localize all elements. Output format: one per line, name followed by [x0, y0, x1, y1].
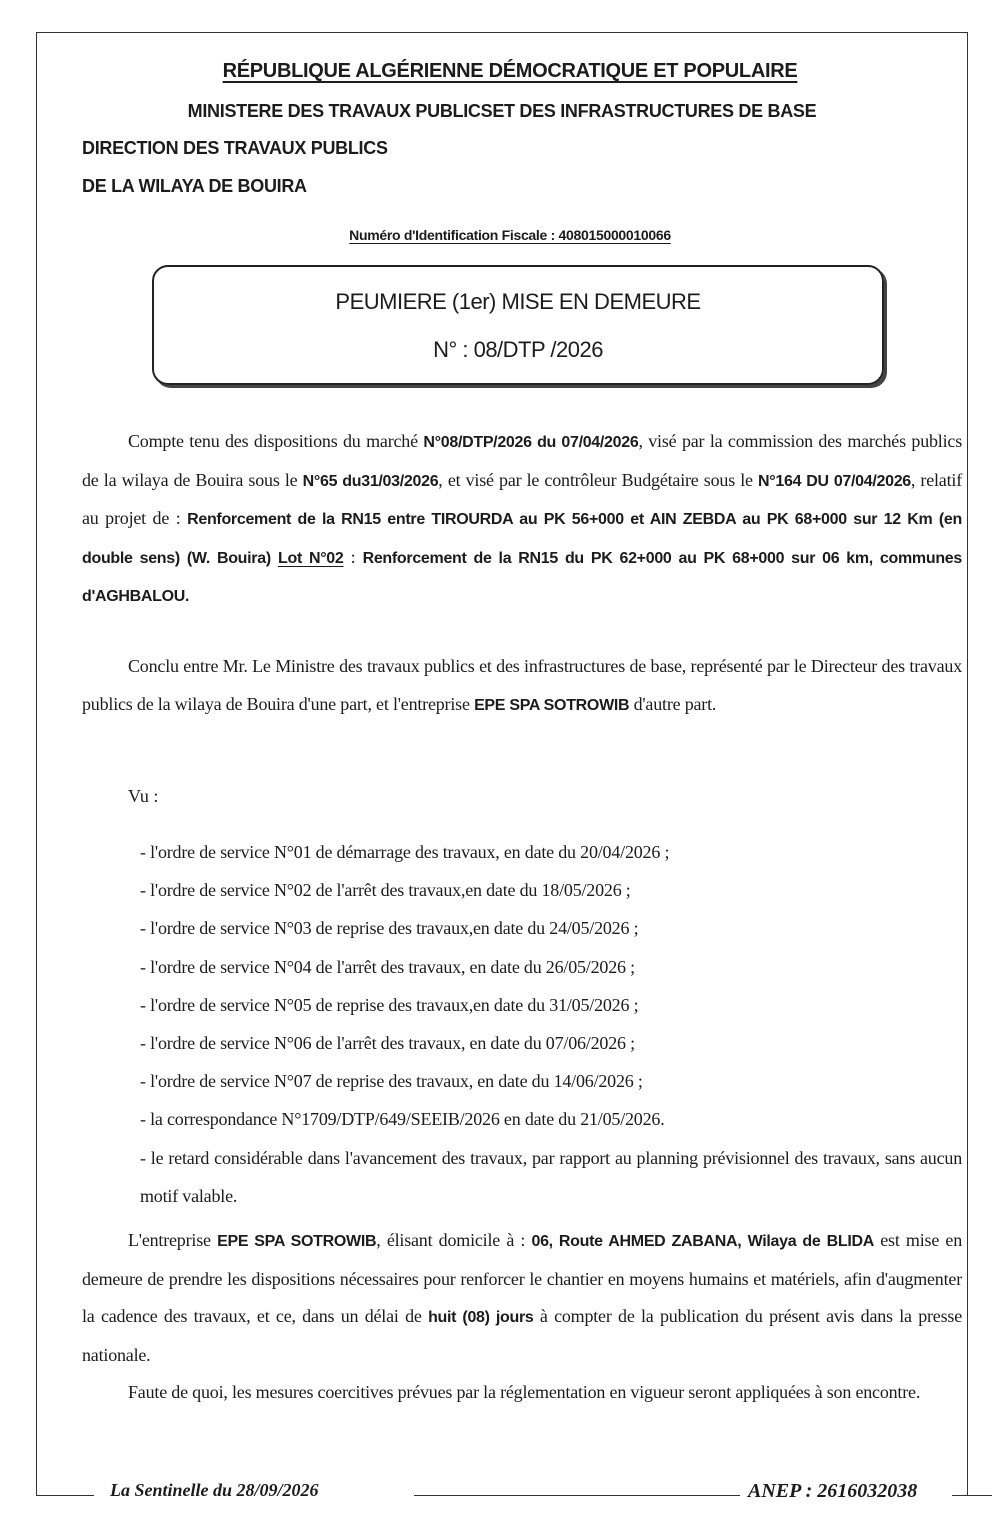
fiscal-id: Numéro d'Identification Fiscale : 408015000010066 — [349, 227, 671, 243]
republic-heading: RÉPUBLIQUE ALGÉRIENNE DÉMOCRATIQUE ET POPULAIRE — [222, 60, 798, 82]
title-box — [152, 265, 884, 385]
paragraph-notice: L'entreprise EPE SPA SOTROWIB, élisant domicile à : 06, Route AHMED ZABANA, Wilaya de BLIDA est mise en demeure de prendre les dispositions nécessaires pour renforcer le chantier en moyens humains et matériels, afin d'augmenter la cadence des travaux, et ce, dans un délai de huit (08) jours à compter de la publication du présent avis dans la presse nationale. — [82, 1230, 962, 1365]
direction-heading: DIRECTION DES TRAVAUX PUBLICS — [82, 138, 388, 158]
list-item: - l'ordre de service N°03 de reprise des travaux,en date du 24/05/2026 ; — [140, 918, 639, 939]
list-item: - la correspondance N°1709/DTP/649/SEEIB/2026 en date du 21/05/2026. — [140, 1109, 665, 1130]
vu-label: Vu : — [128, 786, 159, 806]
list-item: - l'ordre de service N°07 de reprise des travaux, en date du 14/06/2026 ; — [140, 1071, 643, 1092]
list-item: - l'ordre de service N°01 de démarrage des travaux, en date du 20/04/2026 ; — [140, 842, 670, 862]
list-item: - l'ordre de service N°02 de l'arrêt des travaux,en date du 18/05/2026 ; — [140, 880, 631, 901]
footer-rule-middle — [414, 1495, 740, 1496]
footer-rule-left — [36, 1495, 94, 1496]
list-item: - l'ordre de service N°04 de l'arrêt des travaux, en date du 26/05/2026 ; — [140, 956, 635, 977]
paragraph-parties: Conclu entre Mr. Le Ministre des travaux publics et des infrastructures de base, représenté par le Directeur des travaux publics de la wilaya de Bouira d'une part, et l'entreprise EPE SPA SOTROWIB d'autre part. — [82, 656, 962, 714]
footer-anep: ANEP : 2616032038 — [748, 1480, 918, 1502]
ministry-heading: MINISTERE DES TRAVAUX PUBLICSET DES INFRASTRUCTURES DE BASE — [187, 101, 817, 121]
footer-source: La Sentinelle du 28/09/2026 — [110, 1480, 319, 1500]
footer-rule-right — [952, 1495, 992, 1496]
notice-title: PEUMIERE (1er) MISE EN DEMEURE — [335, 289, 701, 314]
list-item: - le retard considérable dans l'avancement des travaux, par rapport au planning prévisionnel des travaux, sans aucun motif valable. — [140, 1147, 962, 1206]
list-item: - l'ordre de service N°05 de reprise des travaux,en date du 31/05/2026 ; — [140, 994, 639, 1015]
notice-number: N° : 08/DTP /2026 — [433, 337, 603, 362]
list-item: - l'ordre de service N°06 de l'arrêt des travaux, en date du 07/06/2026 ; — [140, 1033, 635, 1054]
wilaya-heading: DE LA WILAYA DE BOUIRA — [82, 176, 307, 196]
references-list — [140, 833, 962, 1215]
paragraph-contract: Compte tenu des dispositions du marché N°08/DTP/2026 du 07/04/2026, visé par la commission des marchés publics de la wilaya de Bouira sous le N°65 du31/03/2026, et visé par le contrôleur Budgétaire sous le N°164 DU 07/04/2026, relatif au projet de : Renforcement de la RN15 entre TIROURDA au PK 56+000 et AIN ZEBDA au PK 68+000 sur 12 Km (en double sens) (W. Bouira) Lot N°02 : Renforcement de la RN15 du PK 62+000 au PK 68+000 sur 06 km, communes d'AGHBALOU. — [82, 431, 962, 605]
paragraph-consequences: Faute de quoi, les mesures coercitives prévues par la réglementation en vigueur seront appliquées à son encontre. — [128, 1382, 921, 1402]
